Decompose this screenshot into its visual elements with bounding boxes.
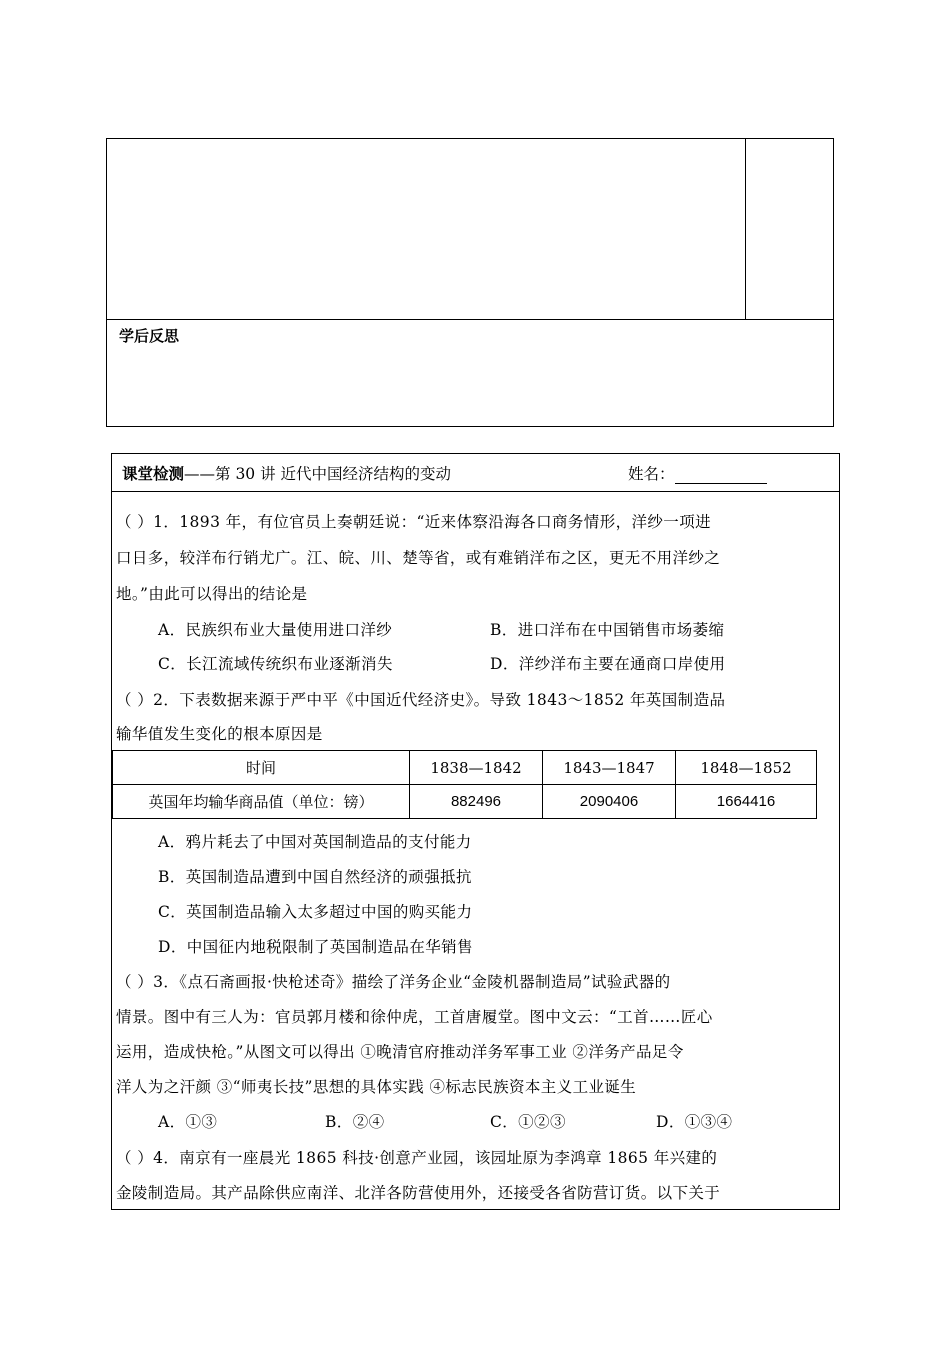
q3-line-4: 洋人为之汗颜 ③“师夷长技”思想的具体实践 ④标志民族资本主义工业诞生 xyxy=(116,1078,637,1096)
table-cell: 2090406 xyxy=(543,785,676,819)
table-cell: 1664416 xyxy=(676,785,817,819)
reflection-label: 学后反思 xyxy=(119,327,180,345)
q3-option-b: B．②④ xyxy=(325,1113,385,1131)
q2-option-b: B．英国制造品遭到中国自然经济的顽强抵抗 xyxy=(158,868,472,886)
table-header-row xyxy=(113,751,817,785)
q3-line-2: 情景。图中有三人为：官员郭月楼和徐仲虎，工首唐履堂。图中文云：“工首……匠心 xyxy=(116,1008,713,1026)
q3-option-a: A．①③ xyxy=(158,1113,218,1131)
q2-line-2: 输华值发生变化的根本原因是 xyxy=(116,725,323,743)
table-row xyxy=(113,785,817,819)
table-header-cell: 1838—1842 xyxy=(410,751,543,785)
q1-line-2: 口日多，较洋布行销尤广。江、皖、川、楚等省，或有难销洋布之区，更无不用洋纱之 xyxy=(116,549,721,567)
q1-option-c: C．长江流域传统织布业逐渐消失 xyxy=(158,655,393,673)
column-divider xyxy=(745,139,746,319)
table-header-cell: 1843—1847 xyxy=(543,751,676,785)
name-label: 姓名： xyxy=(628,465,675,483)
q3-option-d: D．①③④ xyxy=(656,1113,733,1131)
table-cell: 882496 xyxy=(410,785,543,819)
table-header-cell: 时间 xyxy=(113,751,410,785)
q2-line-1: （ ）2．下表数据来源于严中平《中国近代经济史》。导致 1843～1852 年英国制造品 xyxy=(116,691,726,709)
trade-data-table xyxy=(112,750,817,819)
quiz-header-row xyxy=(112,454,839,492)
table-header-cell: 1848—1852 xyxy=(676,751,817,785)
q2-option-c: C．英国制造品输入太多超过中国的购买能力 xyxy=(158,903,473,921)
q1-option-a: A．民族织布业大量使用进口洋纱 xyxy=(158,621,393,639)
q3-line-1: （ ）3．《点石斋画报·快枪述奇》描绘了洋务企业“金陵机器制造局”试验武器的 xyxy=(116,973,671,991)
q1-option-b: B．进口洋布在中国销售市场萎缩 xyxy=(490,621,725,639)
q1-line-3: 地。”由此可以得出的结论是 xyxy=(116,585,308,603)
quiz-title-rest: ——第 30 讲 近代中国经济结构的变动 xyxy=(184,465,452,483)
q4-line-1: （ ）4．南京有一座晨光 1865 科技·创意产业园，该园址原为李鸿章 1865 年兴建的 xyxy=(116,1149,718,1167)
q3-option-c: C．①②③ xyxy=(490,1113,566,1131)
name-field xyxy=(628,462,767,484)
table-row-label: 英国年均输华商品值（单位：镑） xyxy=(113,785,410,819)
q1-option-d: D．洋纱洋布主要在通商口岸使用 xyxy=(490,655,726,673)
row-divider xyxy=(107,319,833,320)
name-blank[interactable] xyxy=(675,467,767,484)
quiz-title xyxy=(122,462,451,484)
q3-line-3: 运用，造成快枪。”从图文可以得出 ①晚清官府推动洋务军事工业 ②洋务产品足令 xyxy=(116,1043,684,1061)
q2-option-a: A．鸦片耗去了中国对英国制造品的支付能力 xyxy=(158,833,472,851)
q1-line-1: （ ）1．1893 年，有位官员上奏朝廷说：“近来体察沿海各口商务情形，洋纱一项进 xyxy=(116,513,711,531)
q2-option-d: D．中国征内地税限制了英国制造品在华销售 xyxy=(158,938,473,956)
quiz-box xyxy=(111,453,840,1210)
quiz-title-bold: 课堂检测 xyxy=(122,465,185,483)
q4-line-2: 金陵制造局。其产品除供应南洋、北洋各防营使用外，还接受各省防营订货。以下关于 xyxy=(116,1184,721,1202)
reflection-table xyxy=(106,138,834,427)
